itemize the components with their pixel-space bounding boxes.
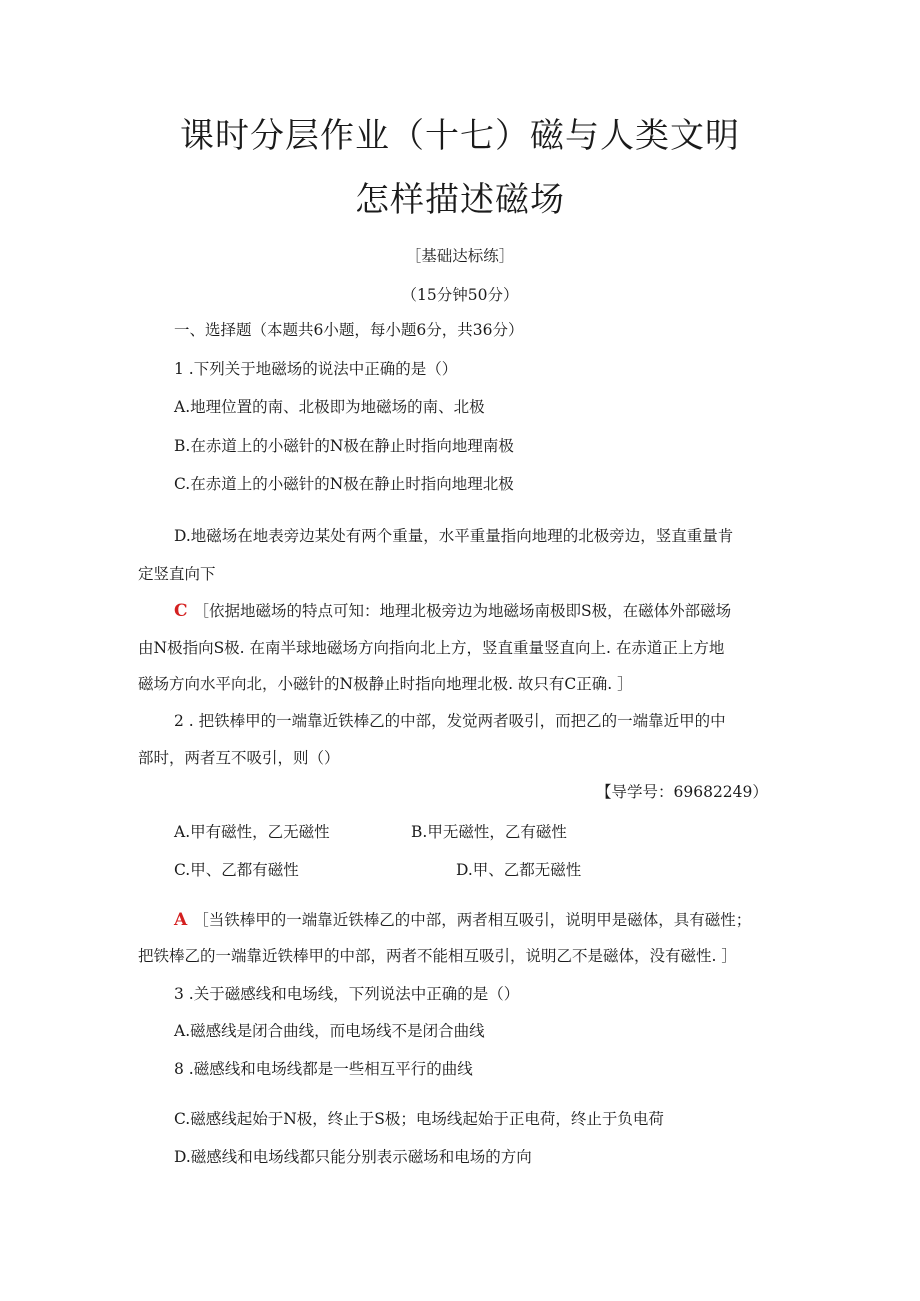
answer-letter: A: [174, 910, 188, 930]
option-c: C.在赤道上的小磁针的N极在静止时指向地理北极: [174, 475, 514, 493]
option-d: D.甲、乙都无磁性: [456, 861, 582, 879]
option-d: D.磁感线和电场线都只能分别表示磁场和电场的方向: [174, 1148, 532, 1166]
time-label: （15分钟50分）: [401, 286, 519, 304]
guide-number: 【导学号：69682249）: [596, 783, 768, 801]
option-d-continued: 定竖直向下: [138, 565, 216, 583]
option-d: D.地磁场在地表旁边某处有两个重量，水平重量指向地理的北极旁边，竖直重量肯: [174, 527, 734, 545]
level-label: ［基础达标练］: [405, 247, 515, 265]
explanation-text: 由N极指向S极. 在南半球地磁场方向指向北上方，竖直重量竖直向上. 在赤道正上方地: [138, 639, 725, 657]
option-a: A.磁感线是闭合曲线，而电场线不是闭合曲线: [174, 1022, 485, 1040]
page-subtitle: 怎样描述磁场: [355, 180, 565, 220]
question-stem: 3 .关于磁感线和电场线，下列说法中正确的是（）: [174, 985, 520, 1003]
option-c: C.磁感线起始于N极，终止于S极；电场线起始于正电荷，终止于负电荷: [174, 1110, 664, 1128]
option-b: B.在赤道上的小磁针的N极在静止时指向地理南极: [174, 437, 514, 455]
question-stem: 1 .下列关于地磁场的说法中正确的是（）: [174, 360, 458, 378]
section-heading: 一、选择题（本题共6小题，每小题6分，共36分）: [174, 321, 524, 339]
option-a: A.地理位置的南、北极即为地磁场的南、北极: [174, 398, 485, 416]
option-a: A.甲有磁性，乙无磁性: [174, 823, 330, 841]
answer-letter: C: [174, 601, 188, 621]
question-stem: 2 . 把铁棒甲的一端靠近铁棒乙的中部，发觉两者吸引，而把乙的一端靠近甲的中: [174, 712, 726, 730]
explanation-text: 把铁棒乙的一端靠近铁棒甲的中部，两者不能相互吸引，说明乙不是磁体，没有磁性. ］: [138, 947, 737, 965]
explanation-text: ［依据地磁场的特点可知：地理北极旁边为地磁场南极即S极，在磁体外部磁场: [193, 602, 732, 620]
page-title: 课时分层作业（十七）磁与人类文明: [180, 116, 740, 156]
answer-explanation: [174, 910, 751, 930]
option-b: B.甲无磁性，乙有磁性: [411, 823, 567, 841]
explanation-text: 磁场方向水平向北，小磁针的N极静止时指向地理北极. 故只有C正确. ］: [138, 675, 633, 693]
answer-explanation: [174, 601, 731, 621]
question-stem-continued: 部时，两者互不吸引，则（）: [138, 749, 340, 767]
explanation-text: ［当铁棒甲的一端靠近铁棒乙的中部，两者相互吸引，说明甲是磁体，具有磁性；: [193, 911, 752, 929]
option-b: 8 .磁感线和电场线都是一些相互平行的曲线: [174, 1060, 473, 1078]
option-c: C.甲、乙都有磁性: [174, 861, 299, 879]
